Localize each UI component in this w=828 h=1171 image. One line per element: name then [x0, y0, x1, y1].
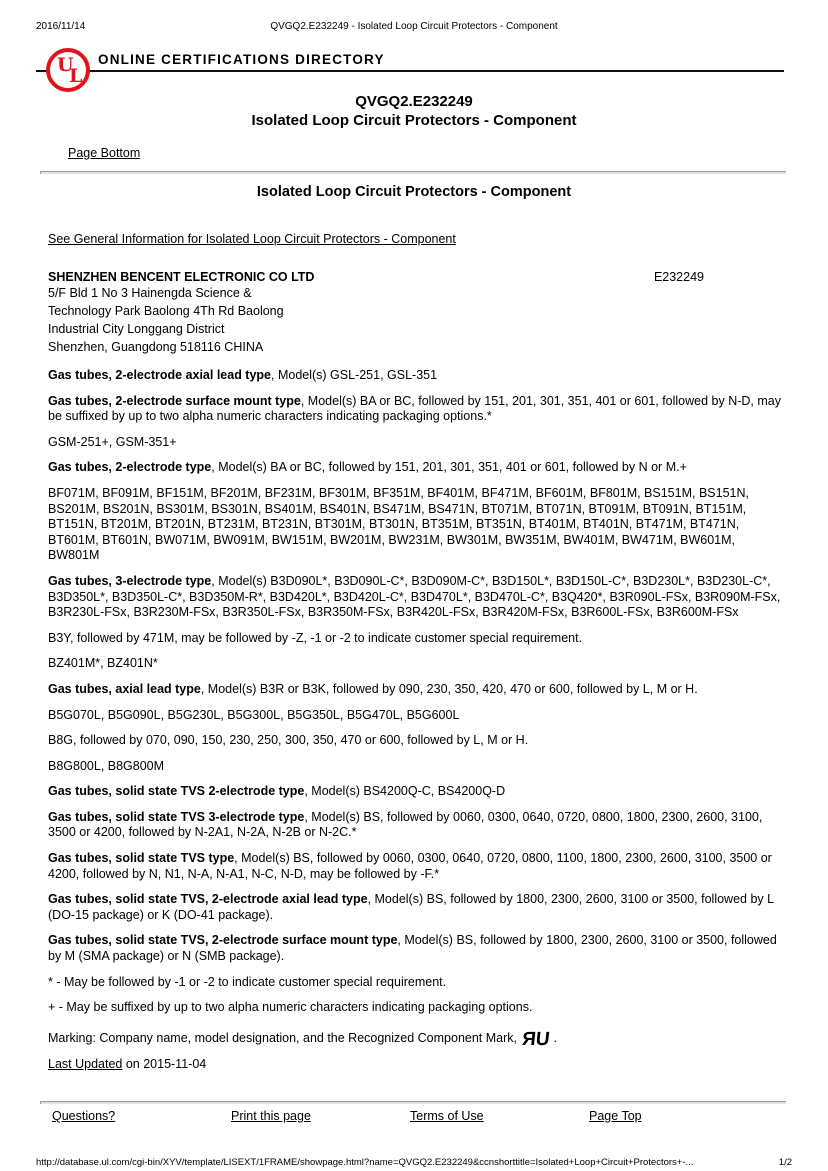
model-text: , Model(s) BS, followed by 0060, 0300, 0640, 0720, 0800, 1100, 1800, 2300, 2600, 3100, 3500 or 4200, followed by N, N1, N-A, N-A1, N-C, N-D, may be followed by -F.* [48, 851, 772, 881]
model-paragraph [48, 810, 782, 841]
bottom-divider [40, 1101, 786, 1104]
product-type-label: Gas tubes, solid state TVS, 2-electrode surface mount type [48, 933, 398, 948]
company-address-line: Technology Park Baolong 4Th Rd Baolong [48, 304, 284, 318]
print-doc-title: QVGQ2.E232249 - Isolated Loop Circuit Protectors - Component [270, 21, 558, 32]
model-text: BF071M, BF091M, BF151M, BF201M, BF231M, BF301M, BF351M, BF401M, BF471M, BF601M, BF801M, BS151M, BS151N, BS201M, BS201N, BS301M, BS301N, BS401M, BS401N, BS471M, BS471N, BT071M, BT071N, BT091M, BT091N, BT151M, BT151N, BT201M, BT201N, BT231M, BT231N, BT301M, BT301N, BT351M, BT351N, BT401M, BT401N, BT471M, BT471N, BT601M, BT601N, BW071M, BW091M, BW151M, BW201M, BW231M, BW301M, BW351M, BW401M, BW471M, BW601M, BW801M [48, 485, 749, 563]
model-paragraph [48, 759, 782, 775]
model-paragraph [48, 656, 782, 672]
footer-link-page-top[interactable]: Page Top [589, 1109, 642, 1123]
model-paragraph [48, 631, 782, 647]
product-type-label: Gas tubes, 2-electrode type [48, 460, 212, 475]
product-type-label: Gas tubes, solid state TVS type [48, 851, 235, 866]
ul-logo-u: U [57, 54, 74, 76]
online-certifications-directory-title: ONLINE CERTIFICATIONS DIRECTORY [98, 52, 385, 67]
ul-logo-icon [46, 48, 90, 92]
company-row [48, 270, 782, 284]
company-address-line: Industrial City Longgang District [48, 322, 225, 336]
model-text: B8G, followed by 070, 090, 150, 230, 250, 300, 350, 470 or 600, followed by L, M or H. [48, 733, 529, 748]
model-paragraph [48, 486, 782, 564]
file-number: E232249 [653, 270, 704, 284]
model-text: , Model(s) BA or BC, followed by 151, 201, 301, 351, 401 or 601, followed by N or M.+ [211, 460, 687, 475]
product-type-label: Gas tubes, solid state TVS 3-electrode type [48, 809, 305, 824]
model-text: GSM-251+, GSM-351+ [48, 434, 177, 449]
model-paragraph [48, 394, 782, 425]
product-type-label: Gas tubes, 2-electrode axial lead type [48, 368, 272, 382]
model-text: , Model(s) B3R or B3K, followed by 090, 230, 350, 420, 470 or 600, followed by L, M or H. [200, 681, 698, 696]
content [48, 232, 782, 1076]
product-type-label: Gas tubes, 3-electrode type [48, 573, 212, 588]
footer-link-questions-cell [52, 1109, 231, 1123]
model-paragraph [48, 708, 782, 724]
ul-logo-l: L [69, 65, 83, 87]
footer-links [52, 1109, 768, 1123]
masthead-rule [36, 70, 784, 72]
top-divider [40, 171, 786, 174]
model-text: B3Y, followed by 471M, may be followed by -Z, -1 or -2 to indicate customer special requirement. [48, 630, 583, 645]
model-text: , Model(s) BA or BC, followed by 151, 201, 301, 351, 401 or 601, followed by N-D, may be suffixed by up to two alpha numeric characters indicating packaging options.* [48, 393, 781, 424]
last-updated-link[interactable]: Last Updated [48, 1056, 123, 1071]
marking-suffix: . [549, 1030, 557, 1045]
model-paragraph [48, 851, 782, 882]
recognized-component-mark-icon: RU [522, 1028, 549, 1050]
product-type-label: Gas tubes, solid state TVS, 2-electrode axial lead type [48, 892, 368, 907]
masthead [0, 48, 828, 92]
model-paragraph [48, 733, 782, 749]
marking-line [48, 1026, 782, 1052]
model-text: B8G800L, B8G800M [48, 758, 165, 773]
footer-link-print-this-page-cell [231, 1109, 410, 1123]
model-text: B5G070L, B5G090L, B5G230L, B5G300L, B5G350L, B5G470L, B5G600L [48, 707, 460, 722]
category-title: Isolated Loop Circuit Protectors - Component [251, 112, 577, 129]
section-heading: Isolated Loop Circuit Protectors - Component [256, 184, 572, 200]
model-paragraph [48, 933, 782, 964]
model-paragraph [48, 460, 782, 476]
model-paragraph [48, 892, 782, 923]
model-text: , Model(s) BS, followed by 1800, 2300, 2600, 3100 or 3500, followed by M (SMA package) or N (SMB package). [48, 933, 777, 964]
model-paragraph [48, 574, 782, 621]
last-updated-date: on 2015-11-04 [122, 1056, 207, 1071]
print-footer-page-number: 1/2 [778, 1157, 792, 1168]
print-header [36, 21, 792, 32]
model-text: , Model(s) BS, followed by 0060, 0300, 0640, 0720, 0800, 1800, 2300, 2600, 3100, 3500 or 4200, followed by N-2A1, N-2A, N-2B or N-2C.* [48, 809, 763, 840]
model-paragraph [48, 682, 782, 698]
product-type-label: Gas tubes, axial lead type [48, 681, 201, 696]
marking-block [48, 1026, 782, 1076]
last-updated-line [48, 1052, 782, 1076]
footer-link-terms-of-use[interactable]: Terms of Use [410, 1109, 484, 1123]
model-paragraph [48, 368, 782, 384]
model-text: , Model(s) B3D090L*, B3D090L-C*, B3D090M-C*, B3D150L*, B3D150L-C*, B3D230L*, B3D230L-C*, B3D350L*, B3D350L-C*, B3D350M-R*, B3D420L*, B3D420L-C*, B3D470L*, B3D470L-C*, B3Q420*, B3R090L-FSx, B3R090M-FSx, B3R230L-FSx, B3R230M-FSx, B3R350L-FSx, B3R350M-FSx, B3R420L-FSx, B3R420M-FSx, B3R600L-FSx, B3R600M-FSx [48, 573, 781, 620]
company-address [48, 284, 782, 356]
product-type-label: Gas tubes, solid state TVS 2-electrode type [48, 784, 305, 799]
print-date: 2016/11/14 [36, 21, 86, 32]
footer-link-print-this-page[interactable]: Print this page [231, 1109, 311, 1123]
model-text: + - May be suffixed by up to two alpha numeric characters indicating packaging options. [48, 1000, 533, 1015]
model-paragraphs [48, 368, 782, 1016]
model-paragraph [48, 975, 782, 991]
marking-text: Marking: Company name, model designation, and the Recognized Component Mark, [48, 1030, 518, 1045]
footer-link-terms-of-use-cell [410, 1109, 589, 1123]
general-information-link[interactable]: See General Information for Isolated Loop Circuit Protectors - Component [48, 232, 456, 246]
model-text: , Model(s) BS4200Q-C, BS4200Q-D [304, 784, 506, 799]
model-text: , Model(s) BS, followed by 1800, 2300, 2600, 3100 or 3500, followed by L (DO-15 package) or K (DO-41 package). [48, 892, 774, 922]
title-block [0, 92, 828, 130]
file-ccn-title: QVGQ2.E232249 [355, 93, 473, 110]
model-text: * - May be followed by -1 or -2 to indicate customer special requirement. [48, 974, 447, 989]
company-name: SHENZHEN BENCENT ELECTRONIC CO LTD [48, 270, 315, 284]
footer-link-page-top-cell [589, 1109, 768, 1123]
model-text: BZ401M*, BZ401N* [48, 656, 158, 671]
company-address-line: Shenzhen, Guangdong 518116 CHINA [48, 340, 264, 354]
model-text: , Model(s) GSL-251, GSL-351 [271, 368, 438, 382]
model-paragraph [48, 1000, 782, 1016]
model-paragraph [48, 435, 782, 451]
product-type-label: Gas tubes, 2-electrode surface mount type [48, 393, 301, 408]
company-address-line: 5/F Bld 1 No 3 Hainengda Science & [48, 286, 252, 300]
footer-link-questions[interactable]: Questions? [52, 1109, 116, 1123]
model-paragraph [48, 784, 782, 800]
print-footer-url: http://database.ul.com/cgi-bin/XYV/template/LISEXT/1FRAME/showpage.html?name=QVGQ2.E232249&ccnshorttitle=Isolated+Loop+Circuit+Protectors+-... [36, 1157, 694, 1168]
page-bottom-link[interactable]: Page Bottom [68, 146, 141, 160]
